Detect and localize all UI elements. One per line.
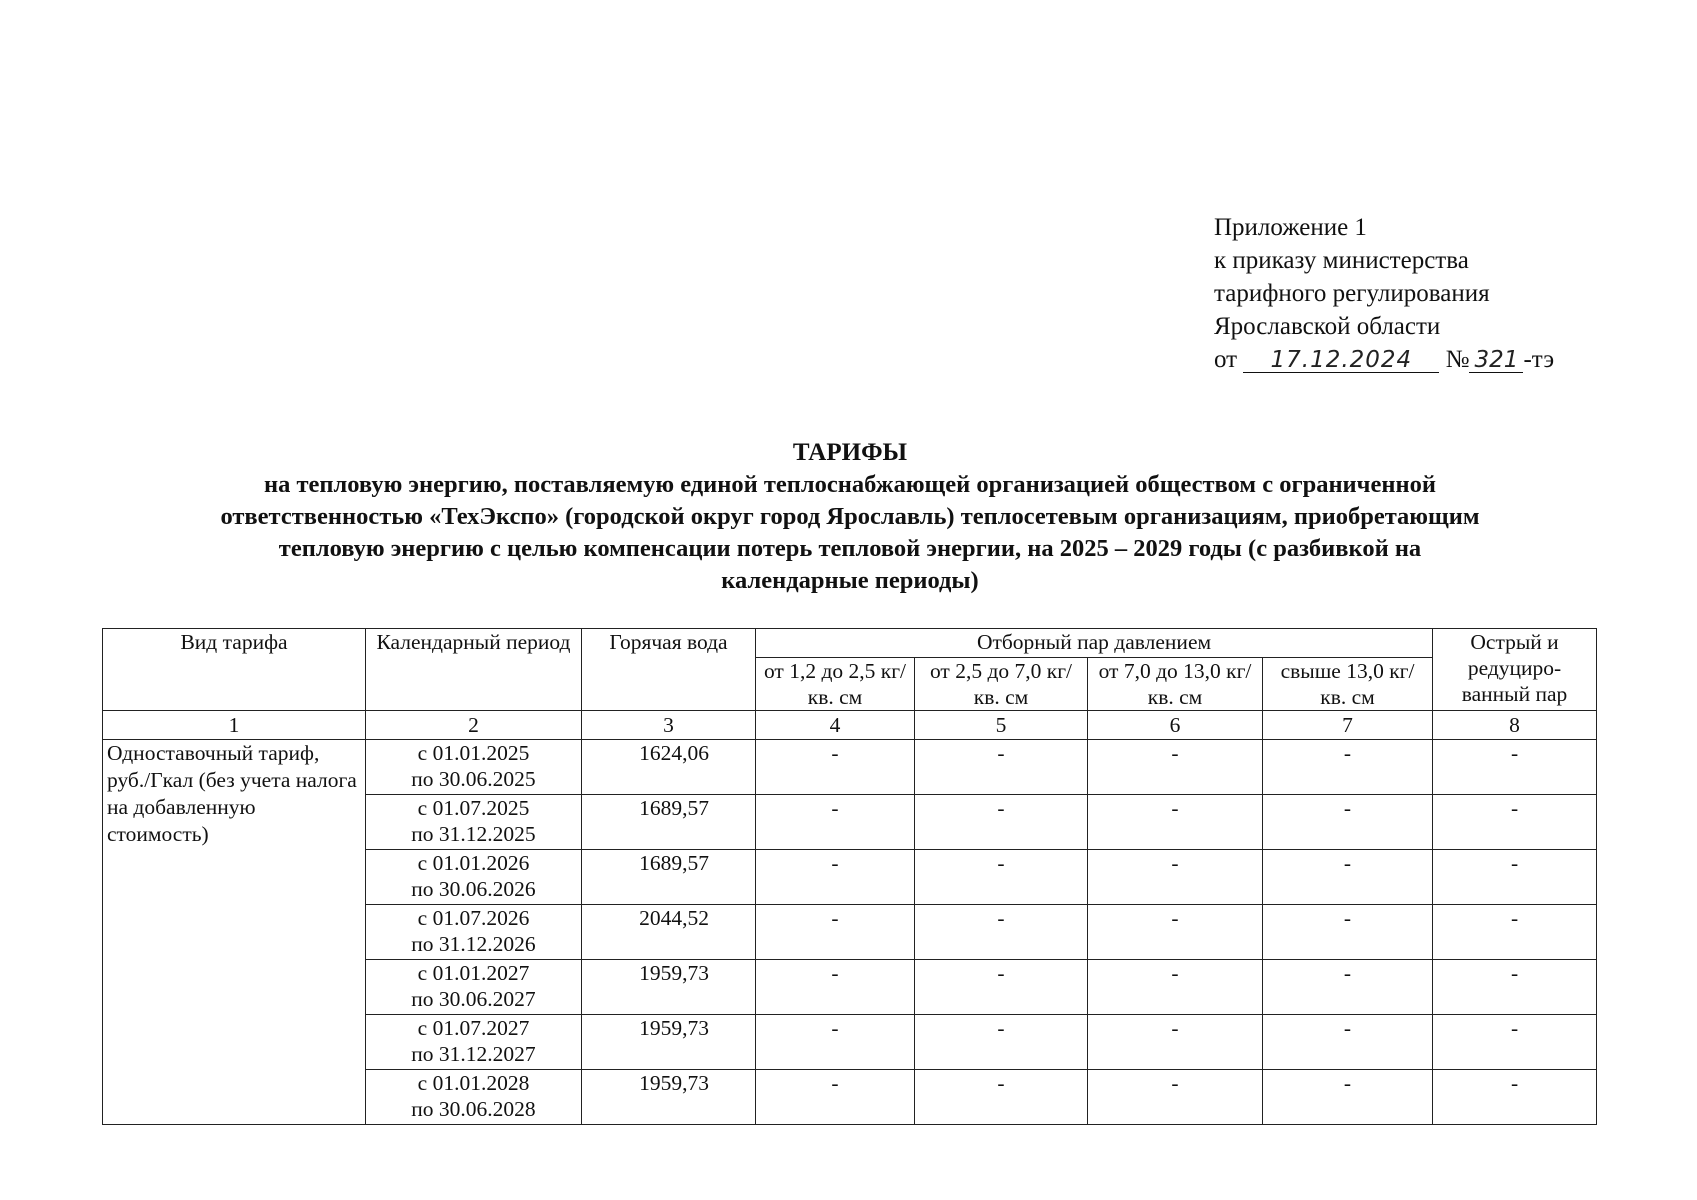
header-tariff-type: Вид тарифа bbox=[103, 629, 366, 711]
steam-3-value: - bbox=[1088, 1015, 1263, 1070]
hot-water-price: 2044,52 bbox=[582, 905, 756, 960]
period-from: с 01.01.2027 bbox=[417, 961, 530, 985]
column-number: 7 bbox=[1263, 711, 1433, 740]
period-cell bbox=[366, 905, 582, 960]
steam-4-value: - bbox=[1263, 905, 1433, 960]
header-steam-3: от 7,0 до 13,0 кг/ кв. см bbox=[1088, 658, 1263, 711]
annex-line-4: Ярославской области bbox=[1214, 313, 1441, 340]
annex-number-suffix: -тэ bbox=[1523, 346, 1555, 373]
tariff-table bbox=[102, 628, 1597, 1125]
steam-3-value: - bbox=[1088, 1070, 1263, 1125]
steam-2-value: - bbox=[915, 960, 1088, 1015]
steam-1-value: - bbox=[756, 905, 915, 960]
header-steam-group: Отборный пар давлением bbox=[756, 629, 1433, 658]
steam-2-value: - bbox=[915, 905, 1088, 960]
column-number: 2 bbox=[366, 711, 582, 740]
column-number: 8 bbox=[1433, 711, 1597, 740]
annex-line-2: к приказу министерства bbox=[1214, 247, 1469, 274]
header-hot-water: Горячая вода bbox=[582, 629, 756, 711]
period-from: с 01.07.2026 bbox=[417, 906, 530, 930]
annex-from-label: от bbox=[1214, 346, 1238, 373]
period-from: с 01.01.2025 bbox=[417, 741, 530, 765]
hot-water-price: 1959,73 bbox=[582, 1015, 756, 1070]
header-sharp-steam: Острый и редуциро-ванный пар bbox=[1433, 629, 1597, 711]
column-number: 3 bbox=[582, 711, 756, 740]
hot-water-price: 1624,06 bbox=[582, 740, 756, 795]
annex-order-ref bbox=[1214, 343, 1554, 376]
title-line-1: на тепловую энергию, поставляемую единой теплоснабжающей организацией обществом с ограниченной bbox=[264, 471, 1436, 498]
sharp-steam-value: - bbox=[1433, 850, 1597, 905]
header-steam-4: свыше 13,0 кг/ кв. см bbox=[1263, 658, 1433, 711]
header-steam-2: от 2,5 до 7,0 кг/ кв. см bbox=[915, 658, 1088, 711]
period-cell bbox=[366, 795, 582, 850]
steam-1-value: - bbox=[756, 740, 915, 795]
sharp-steam-value: - bbox=[1433, 960, 1597, 1015]
steam-4-value: - bbox=[1263, 850, 1433, 905]
hot-water-price: 1959,73 bbox=[582, 1070, 756, 1125]
handwritten-date: 17.12.2024 bbox=[1243, 348, 1439, 373]
steam-2-value: - bbox=[915, 795, 1088, 850]
steam-2-value: - bbox=[915, 850, 1088, 905]
period-from: с 01.07.2025 bbox=[417, 796, 530, 820]
title-heading: ТАРИФЫ bbox=[792, 439, 908, 466]
column-number-row bbox=[103, 711, 1597, 740]
period-cell bbox=[366, 960, 582, 1015]
period-to: по 30.06.2025 bbox=[411, 767, 536, 791]
hot-water-price: 1689,57 bbox=[582, 795, 756, 850]
title-line-4: календарные периоды) bbox=[721, 567, 979, 594]
period-to: по 31.12.2026 bbox=[411, 932, 536, 956]
steam-3-value: - bbox=[1088, 905, 1263, 960]
sharp-steam-value: - bbox=[1433, 1070, 1597, 1125]
steam-1-value: - bbox=[756, 1015, 915, 1070]
steam-4-value: - bbox=[1263, 960, 1433, 1015]
annex-number-label: № bbox=[1445, 346, 1470, 373]
steam-4-value: - bbox=[1263, 1015, 1433, 1070]
steam-2-value: - bbox=[915, 740, 1088, 795]
period-cell bbox=[366, 850, 582, 905]
title-line-3: тепловую энергию с целью компенсации потерь тепловой энергии, на 2025 – 2029 годы (с разбивкой на bbox=[278, 535, 1422, 562]
sharp-steam-value: - bbox=[1433, 1015, 1597, 1070]
period-to: по 30.06.2028 bbox=[411, 1097, 536, 1121]
sharp-steam-value: - bbox=[1433, 740, 1597, 795]
steam-1-value: - bbox=[756, 1070, 915, 1125]
annex-line-1: Приложение 1 bbox=[1214, 214, 1367, 241]
steam-2-value: - bbox=[915, 1015, 1088, 1070]
annex-line-3: тарифного регулирования bbox=[1214, 280, 1490, 307]
period-cell bbox=[366, 740, 582, 795]
title-line-2: ответственностью «ТехЭкспо» (городской округ город Ярославль) теплосетевым организациям, приобретающим bbox=[220, 503, 1480, 530]
steam-3-value: - bbox=[1088, 795, 1263, 850]
column-number: 1 bbox=[103, 711, 366, 740]
sharp-steam-value: - bbox=[1433, 795, 1597, 850]
period-cell bbox=[366, 1015, 582, 1070]
period-from: с 01.01.2026 bbox=[417, 851, 530, 875]
header-steam-1: от 1,2 до 2,5 кг/ кв. см bbox=[756, 658, 915, 711]
header-period: Календарный период bbox=[366, 629, 582, 711]
tariff-kind-cell: Одноставочный тариф, руб./Гкал (без учета налога на добавленную стоимость) bbox=[103, 740, 366, 1125]
column-number: 4 bbox=[756, 711, 915, 740]
annex-note bbox=[1214, 211, 1554, 376]
header-row bbox=[103, 629, 1597, 658]
steam-2-value: - bbox=[915, 1070, 1088, 1125]
steam-1-value: - bbox=[756, 960, 915, 1015]
period-to: по 31.12.2025 bbox=[411, 822, 536, 846]
steam-3-value: - bbox=[1088, 960, 1263, 1015]
steam-3-value: - bbox=[1088, 740, 1263, 795]
steam-4-value: - bbox=[1263, 795, 1433, 850]
column-number: 6 bbox=[1088, 711, 1263, 740]
period-to: по 31.12.2027 bbox=[411, 1042, 536, 1066]
steam-3-value: - bbox=[1088, 850, 1263, 905]
steam-4-value: - bbox=[1263, 740, 1433, 795]
column-number: 5 bbox=[915, 711, 1088, 740]
period-to: по 30.06.2026 bbox=[411, 877, 536, 901]
period-cell bbox=[366, 1070, 582, 1125]
hot-water-price: 1959,73 bbox=[582, 960, 756, 1015]
hot-water-price: 1689,57 bbox=[582, 850, 756, 905]
steam-4-value: - bbox=[1263, 1070, 1433, 1125]
sharp-steam-value: - bbox=[1433, 905, 1597, 960]
period-from: с 01.01.2028 bbox=[417, 1071, 530, 1095]
steam-1-value: - bbox=[756, 850, 915, 905]
table-row bbox=[103, 740, 1597, 795]
handwritten-number: 321 bbox=[1469, 348, 1523, 373]
steam-1-value: - bbox=[756, 795, 915, 850]
period-from: с 01.07.2027 bbox=[417, 1016, 530, 1040]
period-to: по 30.06.2027 bbox=[411, 987, 536, 1011]
document-title bbox=[100, 437, 1600, 597]
